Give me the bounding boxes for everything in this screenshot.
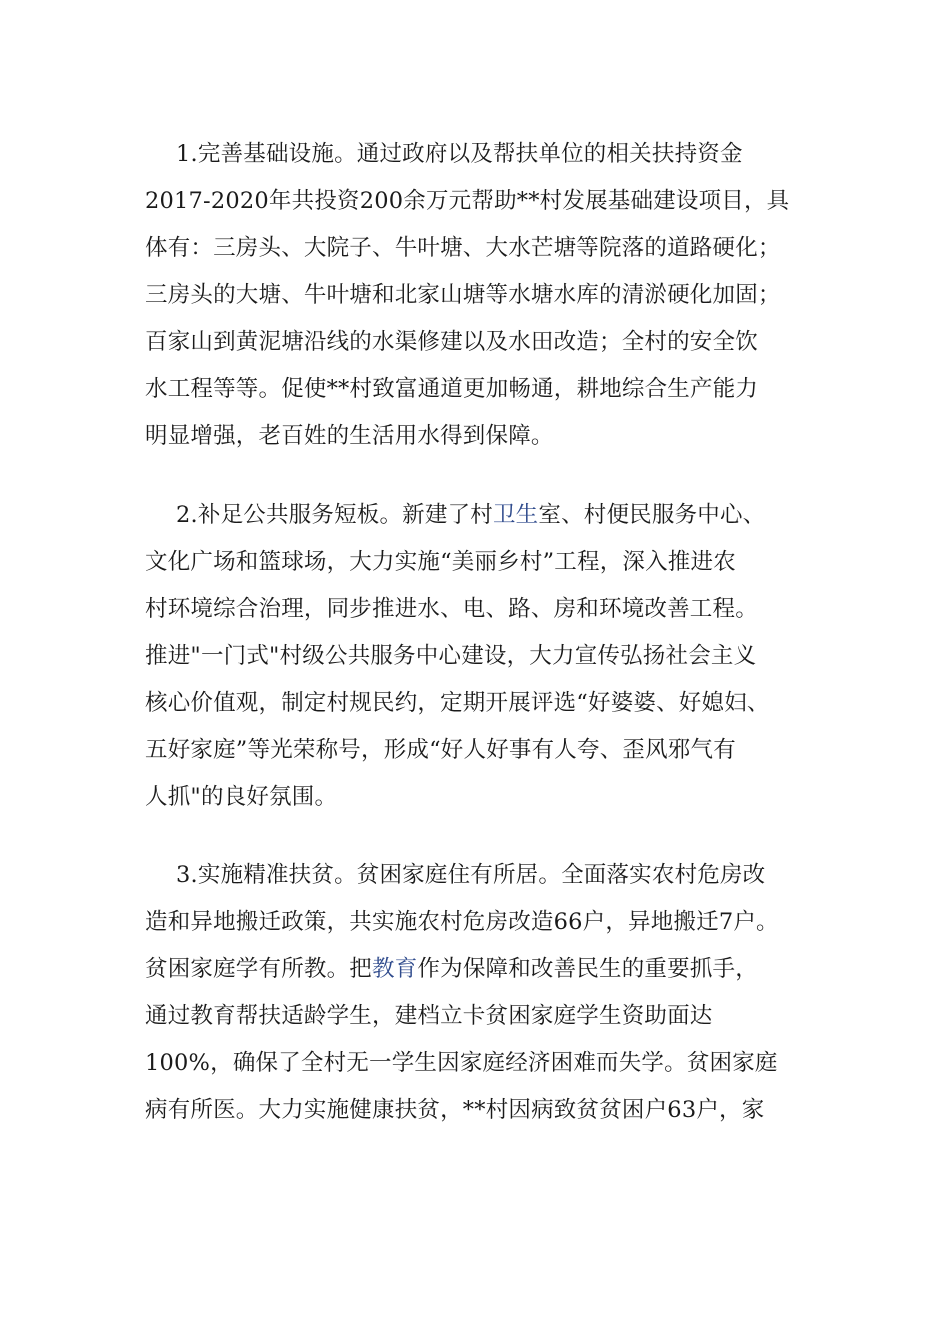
p1-line-7: 明显增强，老百姓的生活用水得到保障。	[145, 423, 554, 449]
p2-line-5: 核心价值观，制定村规民约，定期开展评选“好婆婆、好媳妇、	[145, 690, 770, 716]
p1-line-2: 2017-2020年共投资200余万元帮助**村发展基础建设项目，具	[145, 188, 790, 214]
p1-line-1: 1.完善基础设施。通过政府以及帮扶单位的相关扶持资金	[176, 141, 743, 167]
p3-line-3-after: 作为保障和改善民生的重要抓手，	[417, 956, 758, 982]
p2-line-1-before: 2.补足公共服务短板。新建了村	[176, 502, 493, 528]
p2-line-1-after: 室、村便民服务中心、	[538, 502, 766, 528]
p1-line-4: 三房头的大塘、牛叶塘和北家山塘等水塘水库的清淤硬化加固；	[145, 282, 781, 308]
p3-line-4: 通过教育帮扶适龄学生，建档立卡贫困家庭学生资助面达	[145, 1003, 713, 1029]
p1-line-3: 体有：三房头、大院子、牛叶塘、大水芒塘等院落的道路硬化；	[145, 235, 781, 261]
p2-line-7: 人抓"的良好氛围。	[145, 784, 338, 810]
p2-line-3: 村环境综合治理，同步推进水、电、路、房和环境改善工程。	[145, 596, 758, 622]
p3-line-1: 3.实施精准扶贫。贫困家庭住有所居。全面落实农村危房改	[176, 862, 766, 888]
link-weisheng[interactable]: 卫生	[492, 502, 539, 528]
p3-line-3-before: 贫困家庭学有所教。把	[145, 956, 373, 982]
p1-line-5: 百家山到黄泥塘沿线的水渠修建以及水田改造；全村的安全饮	[145, 329, 758, 355]
p2-line-4: 推进"一门式"村级公共服务中心建设，大力宣传弘扬社会主义	[145, 643, 757, 669]
p1-line-6: 水工程等等。促使**村致富通道更加畅通，耕地综合生产能力	[145, 376, 759, 402]
p2-line-1	[176, 500, 765, 530]
p2-line-2: 文化广场和篮球场，大力实施“美丽乡村”工程，深入推进农	[145, 549, 736, 575]
p3-line-6: 病有所医。大力实施健康扶贫，**村因病致贫贫困户63户，家	[145, 1097, 765, 1123]
p3-line-3	[145, 954, 758, 984]
p3-line-2: 造和异地搬迁政策，共实施农村危房改造66户，异地搬迁7户。	[145, 909, 779, 935]
p2-line-6: 五好家庭”等光荣称号，形成“好人好事有人夸、歪风邪气有	[145, 737, 736, 763]
p3-line-5: 100%，确保了全村无一学生因家庭经济困难而失学。贫困家庭	[145, 1050, 778, 1076]
link-jiaoyu[interactable]: 教育	[372, 956, 418, 982]
